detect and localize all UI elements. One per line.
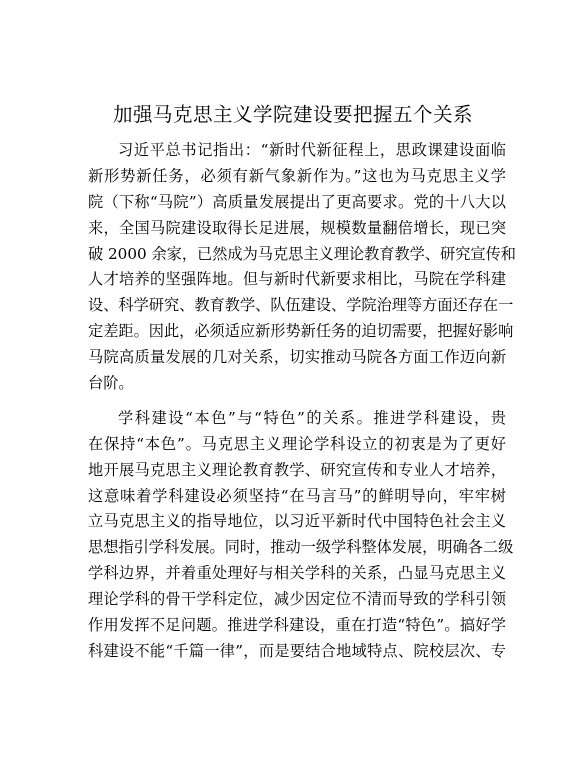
paragraph-line: 地开展马克思主义理论教育教学、研究宣传和专业人才培养， bbox=[88, 460, 506, 479]
paragraph-line: 思想指引学科发展。同时，推动一级学科整体发展，明确各二级 bbox=[88, 538, 514, 557]
document-body bbox=[88, 138, 516, 665]
paragraph-line: 在保持“本色”。马克思主义理论学科设立的初衷是为了更好 bbox=[88, 434, 506, 453]
paragraph-line: 马院高质量发展的几对关系，切实推动马院各方面工作迈向新 bbox=[88, 348, 506, 367]
paragraph-line: 立马克思主义的指导地位，以习近平新时代中国特色社会主义 bbox=[88, 512, 506, 531]
paragraph-1 bbox=[88, 138, 516, 397]
paragraph-line: 科建设不能“千篇一律”，而是要结合地域特点、院校层次、专 bbox=[88, 641, 506, 660]
paragraph-line: 理论学科的骨干学科定位，减少因定位不清而导致的学科引领 bbox=[88, 590, 506, 609]
paragraph-line: 台阶。 bbox=[88, 374, 134, 393]
paragraph-line: 定差距。因此，必须适应新形势新任务的迫切需要，把握好影响 bbox=[88, 322, 514, 341]
paragraph-line: 设、科学研究、教育教学、队伍建设、学院治理等方面还存在一 bbox=[88, 296, 514, 315]
paragraph-line: 学科边界，并着重处理好与相关学科的关系，凸显马克思主义 bbox=[88, 564, 506, 583]
paragraph-line: 作用发挥不足问题。推进学科建设，重在打造“特色”。搞好学 bbox=[88, 616, 506, 635]
paragraph-line: 学科建设“本色”与“特色”的关系。推进学科建设，贵 bbox=[118, 408, 506, 427]
paragraph-line: 这意味着学科建设必须坚持“在马言马”的鲜明导向，牢牢树 bbox=[88, 486, 506, 505]
paragraph-line: 来，全国马院建设取得长足进展，规模数量翻倍增长，现已突 bbox=[88, 218, 506, 237]
paragraph-line: 破 2000 余家，已然成为马克思主义理论教育教学、研究宣传和 bbox=[88, 244, 516, 263]
document-title: 加强马克思主义学院建设要把握五个关系 bbox=[112, 103, 473, 126]
paragraph-line: 新形势新任务，必须有新气象新作为。”这也为马克思主义学 bbox=[88, 166, 506, 185]
paragraph-line: 院（下称“马院”）高质量发展提出了更高要求。党的十八大以 bbox=[88, 192, 506, 211]
paragraph-spacer bbox=[88, 397, 506, 406]
paragraph-line: 人才培养的坚强阵地。但与新时代新要求相比，马院在学科建 bbox=[88, 270, 506, 289]
paragraph-line: 习近平总书记指出：“新时代新征程上，思政课建设面临 bbox=[118, 141, 506, 159]
paragraph-2 bbox=[88, 406, 514, 665]
